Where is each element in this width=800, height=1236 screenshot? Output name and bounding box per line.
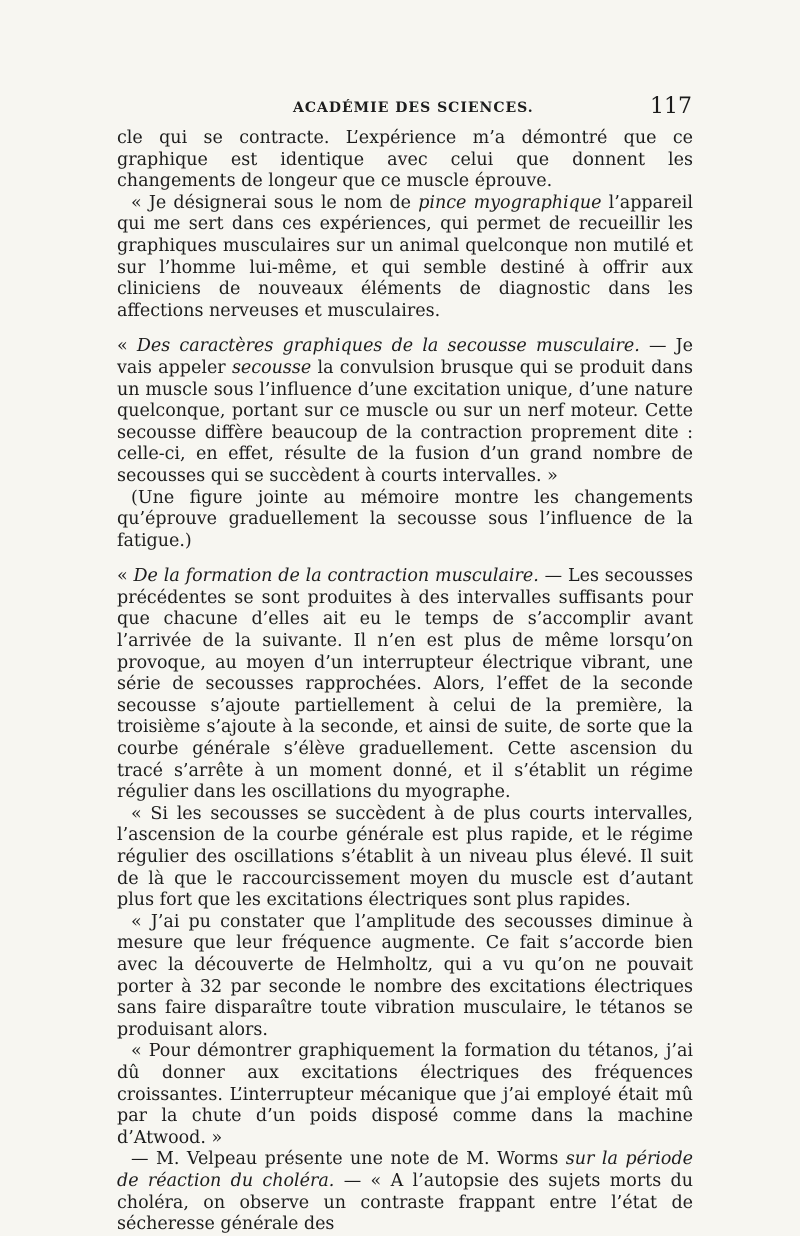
text-run: — « A l’autopsie des sujets morts du choléra, on observe un contraste frappant entre l’état de sécheresse générale des [117,1170,694,1235]
paragraph [117,336,693,487]
running-title: ACADÉMIE DES SCIENCES. [293,100,534,116]
text-run: « Je désignerai sous le nom de [131,192,419,213]
paragraph [117,128,693,193]
paragraph [117,912,693,1042]
text-run: — M. Velpeau présente une note de M. Worms [131,1149,566,1170]
italic-run: De la formation de la contraction musculaire. [133,566,539,587]
paragraph [117,1149,693,1235]
text-run: l’appareil qui me sert dans ces expériences, qui permet de recueillir les graphiques musculaires sur un animal quelconque non mutilé et sur l’homme lui-même, et qui semble destiné à offrir aux cliniciens de nouveaux éléments de diagnostic dans les affections nerveuses et musculaires. [117,192,693,321]
text-run: « [117,336,137,357]
paragraph [117,566,693,804]
text-run: — Les secousses précédentes se sont produites à des intervalles suffisants pour que chacune d’elles ait eu le temps de s’accomplir avant l’arrivée de la suivante. Il n’en est plus de même lorsqu’on provoque, au moyen d’un interrupteur électrique vibrant, une série de secousses rapprochées. Alors, l’effet de la seconde secousse s’ajoute partiellement à celui de la première, la troisième s’ajoute à la seconde, et ainsi de suite, de sorte que la courbe générale s’élève graduellement. Cette ascension du tracé s’arrête à un moment donné, et il s’établit un régime régulier dans les oscillations du myographe. [117,566,693,803]
paragraph [117,804,693,912]
text-run: la convulsion brusque qui se produit dans un muscle sous l’influence d’une excitation unique, d’une nature quelconque, portant sur ce muscle ou sur un nerf moteur. Cette secousse diffère beaucoup de la contraction proprement dite : celle-ci, en effet, résulte de la fusion d’un grand nombre de secousses qui se succèdent à courts intervalles. » [117,357,693,486]
text-run: « Pour démontrer graphiquement la formation du tétanos, j’ai dû donner aux excitations électriques des fréquences croissantes. L’interrupteur mécanique que j’ai employé était mû par la chute d’un poids disposé comme dans la machine d’Atwood. » [117,1041,693,1148]
text-run: cle qui se contracte. L’expérience m’a démontré que ce graphique est identique avec celui que donnent les changements de longeur que ce muscle éprouve. [117,128,693,192]
body-text [117,128,693,1236]
italic-run: sur la période de réaction du choléra. [117,1149,694,1191]
text-run: « [117,566,134,587]
text-run: (Une figure jointe au mémoire montre les changements qu’éprouve graduellement la secousse sous l’influence de la fatigue.) [117,487,693,551]
italic-run: Des caractères graphiques de la secousse musculaire. [136,336,640,357]
text-run: — Je vais appeler [117,336,693,378]
paragraph [117,488,693,553]
italic-run: pince myographique [418,192,602,213]
page-number: 117 [650,94,692,119]
italic-run: secousse [231,357,312,378]
text-run: « Si les secousses se succèdent à de plus courts intervalles, l’ascension de la courbe générale est plus rapide, et le régime régulier des oscillations s’établit à un niveau plus élevé. Il suit de là que le raccourcissement moyen du muscle est d’autant plus fort que les excitations électriques sont plus rapides. [117,803,693,911]
paragraph [117,193,693,323]
text-run: « J’ai pu constater que l’amplitude des secousses diminue à mesure que leur fréquence augmente. Ce fait s’accorde bien avec la découverte de Helmholtz, qui a vu qu’on ne pouvait porter à 32 par seconde le nombre des excitations électriques sans faire disparaître toute vibration musculaire, le tétanos se produisant alors. [117,911,693,1040]
paragraph [117,1041,693,1149]
running-header [118,94,692,120]
